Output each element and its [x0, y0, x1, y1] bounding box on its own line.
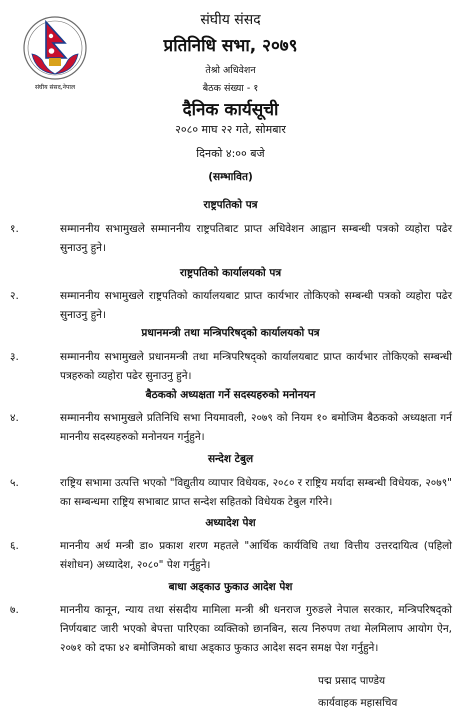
meeting-number: बैठक संख्या - १ [202, 83, 259, 94]
emblem-caption: संघीय संसद,नेपाल [34, 84, 76, 91]
item-text: राष्ट्रिय सभामा उत्पत्ति भएको "विद्युतीय व्यापार विधेयक, २०८० र राष्ट्रिय मर्यादा सम्बन्धी विधेयक, २०७९" का सम्बन्धमा राष्ट्रिय सभाबाट प्राप्त सन्देश सहितको विधेयक टेबुल गरिने। [60, 477, 452, 508]
agenda-title: दैनिक कार्यसूची [182, 100, 279, 120]
signatory-title: कार्यवाहक महासचिव [318, 697, 398, 709]
item-number: ४. [10, 412, 19, 424]
parliament-name: संघीय संसद [200, 12, 261, 28]
item-number: ३. [10, 351, 19, 363]
item-number: ७. [10, 604, 19, 616]
section-title: बाधा अड्काउ फुकाउ आदेश पेश [168, 581, 293, 593]
item-number: ५. [10, 477, 19, 489]
tentative-label: (सम्भावित) [208, 171, 253, 183]
item-text: सम्माननीय सभामुखले प्रतिनिधि सभा नियमावली, २०७९ को नियम १० बमोजिम बैठकको अध्यक्षता गर्न माननीय सदस्यहरुको मनोनयन गर्नुहुने। [60, 412, 452, 443]
item-text: माननीय कानून, न्याय तथा संसदीय मामिला मन्त्री श्री धनराज गुरुङले नेपाल सरकार, मन्त्रिपरिषद्को निर्णयबाट जारी भएको बेपत्ता पारिएका व्यक्तिको छानबिन, सत्य निरुपण तथा मेलमिलाप आयोग ऐन, २०७१ को दफा ४२ बमोजिमको बाधा अड्काउ फुकाउ आदेश सदन समक्ष पेश गर्नुहुने। [60, 604, 452, 654]
session-label: तेश्रो अधिवेशन [205, 65, 256, 76]
item-text: माननीय अर्थ मन्त्री डा० प्रकाश शरण महतले "आर्थिक कार्यविधि तथा वित्तीय उत्तरदायित्व (पहिलो संशोधन) अध्यादेश, २०८०" पेश गर्नुहुने। [60, 540, 452, 571]
item-number: ६. [10, 540, 19, 552]
item-number: २. [10, 290, 19, 302]
section-title: प्रधानमन्त्री तथा मन्त्रिपरिषद्को कार्यालयको पत्र [141, 327, 320, 339]
section-title: राष्ट्रपतिको पत्र [203, 199, 258, 211]
signatory-name: पद्म प्रसाद पाण्डेय [318, 675, 386, 687]
item-number: १. [10, 223, 19, 235]
section-title: अध्यादेश पेश [205, 517, 256, 529]
meeting-date: २०८० माघ २२ गते, सोमबार [175, 123, 286, 136]
document-header [0, 0, 461, 183]
meeting-time: दिनको ४:०० बजे [196, 147, 265, 160]
section-title: राष्ट्रपतिको कार्यालयको पत्र [179, 267, 282, 279]
section-title: सन्देश टेबुल [207, 453, 254, 465]
section-title: बैठकको अध्यक्षता गर्ने सदस्यहरुको मनोनयन [145, 389, 316, 401]
house-title: प्रतिनिधि सभा, २०७९ [163, 36, 298, 56]
item-text: सम्माननीय सभामुखले सम्माननीय राष्ट्रपतिबाट प्राप्त अधिवेशन आह्वान सम्बन्धी पत्रको व्यहोरा पढेर सुनाउनु हुने। [60, 223, 452, 254]
item-text: सम्माननीय सभामुखले राष्ट्रपतिको कार्यालयबाट प्राप्त कार्यभार तोकिएको सम्बन्धी पत्रको व्यहोरा पढेर सुनाउनु हुने। [60, 290, 452, 321]
item-text: सम्माननीय सभामुखले प्रधानमन्त्री तथा मन्त्रिपरिषद्को कार्यालयबाट प्राप्त कार्यभार तोकिएको सम्बन्धी पत्रहरुको व्यहोरा पढेर सुनाउनु हुने। [60, 351, 452, 382]
